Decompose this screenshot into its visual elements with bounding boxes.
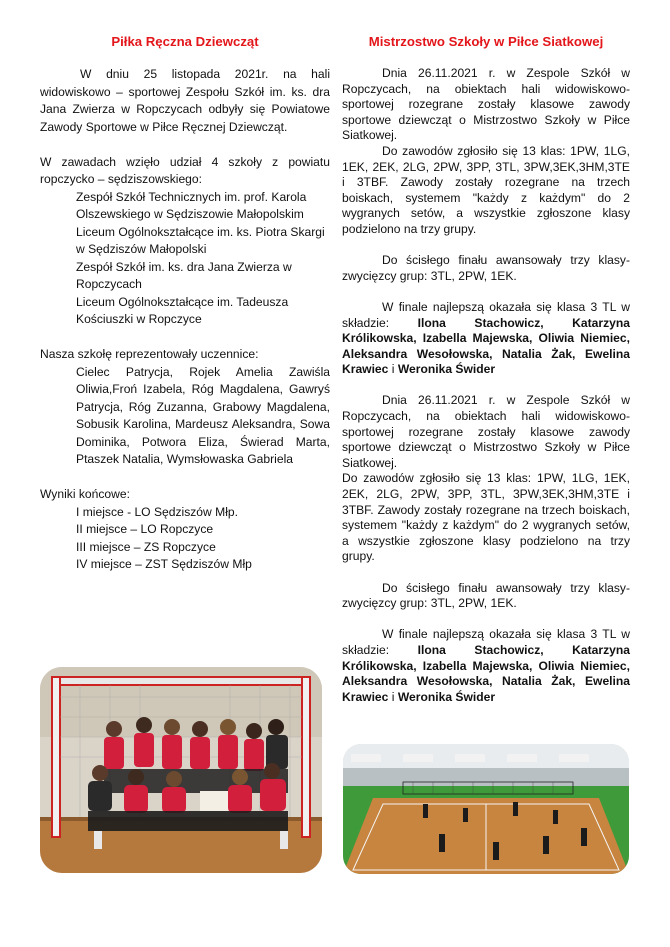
schools-list [40,189,330,329]
result-item: III miejsce – ZS Ropczyce [76,539,216,554]
handball-intro: W dniu 25 listopada 2021r. na hali widowiskowo – sportowej Zespołu Szkół im. ks. dra Jana Zwierza w Ropczycach odbyły się Powiatowe Zawody Sportowe w Piłce Ręcznej Dziewcząt. [40,67,330,134]
volleyball-p4 [342,300,630,378]
team-intro: Nasza szkołę reprezentowały uczennice: [40,347,259,361]
volleyball-p7: Do ścisłego finału awansowały trzy klasy- zwycięzcy grup: 3TL, 2PW, 1EK. [342,580,630,611]
volleyball-p5: Dnia 26.11.2021 r. w Zespole Szkół w Ropczycach, na obiektach hali widowiskowo-sportowej rozegrane zostały klasowe zawody sportowe dziewcząt o Mistrzostwo Szkoły w Piłce Siatkowej. [342,393,630,470]
handball-title: Piłka Ręczna Dziewcząt [111,34,259,49]
volleyball-hall-photo [343,744,629,874]
school-item: Liceum Ogólnokształcące im. Tadeusza Kościuszki w Ropczyce [76,294,289,326]
volleyball-p3: Do ścisłego finału awansowały trzy klasy- zwycięzcy grup: 3TL, 2PW, 1EK. [342,253,630,283]
volleyball-title: Mistrzostwo Szkoły w Piłce Siatkowej [368,34,604,49]
handball-team-image [40,667,322,873]
handball-team-photo [40,667,322,873]
final-and: i [391,362,395,377]
result-item: I miejsce - LO Sędziszów Młp. [76,504,238,519]
volleyball-p6: Do zawodów zgłosiło się 13 klas: 1PW, 1LG, 1EK, 2EK, 2LG, 2PW, 3PP, 3TL, 3PW,3EK,3HM,3TE i 3TBF. Zawody zostały rozegrane na trzech boiskach, systemem "każdy z każdym" do 2 wygranych setów, a wszystkie zgłoszone klasy podzielono na trzy grupy. [342,471,630,564]
result-item: IV miejsce – ZST Sędziszów Młp [76,557,252,571]
results-intro: Wyniki końcowe: [40,487,130,501]
team-names: Cielec Patrycja, Rojek Amelia Zawiśla Oliwia,Froń Izabela, Róg Magdalena, Gawryś Patrycja, Róg Zuzanna, Grabowy Magdalena, Sobusik Karolina, Mardeusz Aleksandra, Sowa Dominika, Potwora Eliza, Świerad Marta, Ptaszek Natalia, Wymsłowaska Gabriela [76,364,330,466]
volleyball-p1: Dnia 26.11.2021 r. w Zespole Szkół w Ropczycach, na obiektach hali widowiskowo-sportowej rozegrane zostały klasowe zawody sportowe dziewcząt o Mistrzostwo Szkoły w Piłce Siatkowej. [342,66,630,143]
school-item: Zespół Szkół im. ks. dra Jana Zwierza w Ropczycach [76,259,292,291]
volleyball-hall-image [343,744,629,874]
volleyball-p8 [342,627,630,705]
result-item: II miejsce – LO Ropczyce [76,522,214,536]
school-item: Zespół Szkół Technicznych im. prof. Karola Olszewskiego w Sędziszowie Małopolskim [76,189,307,221]
results-list [40,504,330,574]
final-winners: Ilona Stachowicz, Katarzyna Królikowska, Izabella Majewska, Oliwia Niemiec, Aleksandra Wesołowska, Natalia Żak, Ewelina Krawiec [342,315,630,377]
final-last-winner: Weronika Świder [397,362,496,377]
final-winners-2: Ilona Stachowicz, Katarzyna Królikowska, Izabella Majewska, Oliwia Niemiec, Aleksandra Wesołowska, Natalia Żak, Ewelina Krawiec [342,642,630,704]
volleyball-p2: Do zawodów zgłosiło się 13 klas: 1PW, 1LG, 1EK, 2EK, 2LG, 2PW, 3PP, 3TL, 3PW,3EK,3HM,3TE i 3TBF. Zawody zostały rozegrane na trzech boiskach, systemem "każdy z każdym" do 2 wygranych setów, a wszystkie zgłoszone klasy podzielono na trzy grupy. [342,143,630,236]
final-and-2: i [391,689,395,704]
final-last-winner-2: Weronika Świder [397,689,496,704]
school-item: Liceum Ogólnokształcące im. ks. Piotra Skargi w Sędziszów Małopolski [76,224,325,256]
participants-intro: W zawadach wzięło udział 4 szkoły z powiatu ropczycko – sędziszowskiego: [40,154,330,186]
final-prefix: W finale najlepszą okazała się klasa 3 TL w składzie: [342,299,630,330]
final-prefix-2: W finale najlepszą okazała się klasa 3 TL w składzie: [342,627,630,657]
